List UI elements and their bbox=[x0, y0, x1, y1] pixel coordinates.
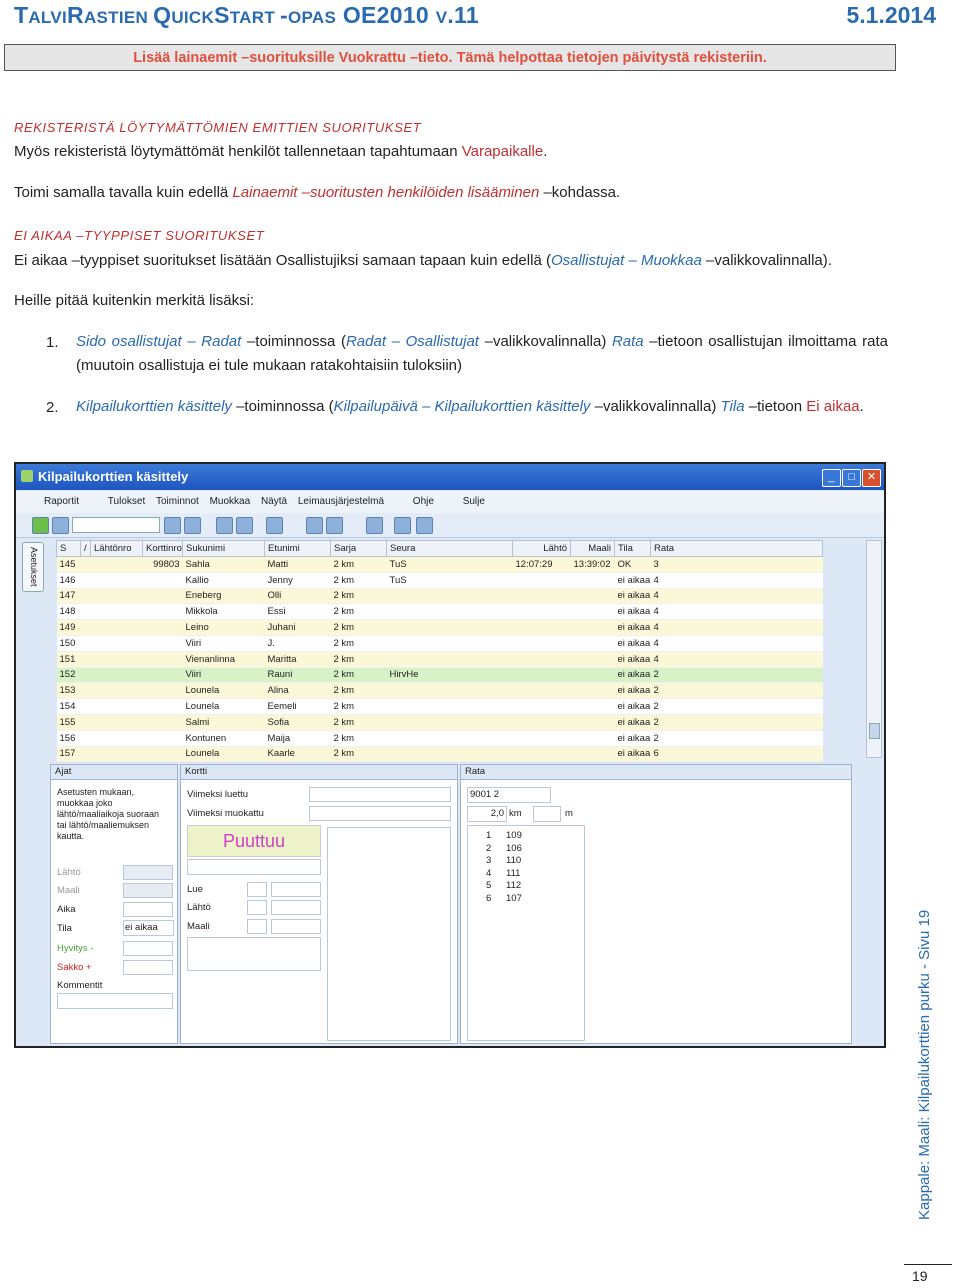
table-cell bbox=[571, 572, 615, 588]
kortti-lahto-field-a[interactable] bbox=[247, 900, 267, 915]
section-heading-unregistered: REKISTERISTÄ LÖYTYMÄTTÖMIEN EMITTIEN SUORITUKSET bbox=[14, 120, 422, 135]
table-cell bbox=[91, 699, 143, 715]
list-item-2: Kilpailukorttien käsittely –toiminnossa (Kilpailupäivä – Kilpailukorttien käsittely –valikkovalinnalla) Tila –tietoon Ei aikaa. bbox=[76, 398, 864, 415]
table-cell: 157 bbox=[57, 746, 81, 762]
table-cell: 2 km bbox=[331, 746, 387, 762]
table-cell: Eemeli bbox=[265, 699, 331, 715]
list-number-1: 1. bbox=[46, 334, 59, 351]
table-cell: 149 bbox=[57, 620, 81, 636]
table-cell: 2 bbox=[651, 730, 823, 746]
table-cell: J. bbox=[265, 635, 331, 651]
binoculars-icon[interactable] bbox=[52, 517, 69, 534]
kortti-maali-field-a[interactable] bbox=[247, 919, 267, 934]
table-cell: ei aikaa bbox=[615, 604, 651, 620]
menu-nayta[interactable]: Näytä bbox=[260, 496, 288, 507]
table-cell: ei aikaa bbox=[615, 746, 651, 762]
kortti-viimeksi-muokattu-label: Viimeksi muokattu bbox=[187, 808, 264, 819]
note-box: Lisää lainaemit –suorituksille Vuokrattu –tieto. Tämä helpottaa tietojen päivitystä rekisteriin. bbox=[4, 44, 896, 71]
table-cell: ei aikaa bbox=[615, 667, 651, 683]
table-cell: ei aikaa bbox=[615, 588, 651, 604]
panel-ajat bbox=[50, 764, 178, 1044]
table-cell: 2 km bbox=[331, 683, 387, 699]
ajat-maali-field[interactable] bbox=[123, 883, 173, 898]
rata-km-label: km bbox=[509, 808, 522, 819]
table-cell: 2 bbox=[651, 667, 823, 683]
table-cell: 145 bbox=[57, 557, 81, 573]
kortti-field-2[interactable] bbox=[187, 937, 321, 971]
maximize-button[interactable]: □ bbox=[842, 469, 861, 487]
ajat-sakko-label: Sakko + bbox=[57, 962, 92, 973]
save-icon[interactable] bbox=[164, 517, 181, 534]
kortti-lahto-label: Lähtö bbox=[187, 902, 211, 913]
table-row[interactable] bbox=[57, 746, 823, 762]
control-order: 3 bbox=[486, 855, 492, 866]
table-cell bbox=[513, 683, 571, 699]
table-cell bbox=[387, 730, 513, 746]
panel-kortti bbox=[180, 764, 458, 1044]
table-cell: Sofia bbox=[265, 714, 331, 730]
toolbar bbox=[16, 513, 884, 538]
table-cell bbox=[571, 604, 615, 620]
ajat-kommentti-label: Kommentit bbox=[57, 980, 103, 991]
table-cell bbox=[387, 746, 513, 762]
table-cell: 6 bbox=[651, 746, 823, 762]
kortti-punch-list[interactable] bbox=[327, 827, 451, 1041]
table-cell: 154 bbox=[57, 699, 81, 715]
table-cell: 12:07:29 bbox=[513, 557, 571, 573]
ajat-tila-label: Tila bbox=[57, 923, 72, 934]
table-row[interactable] bbox=[57, 683, 823, 699]
panel-rata bbox=[460, 764, 852, 1044]
card-icon[interactable] bbox=[216, 517, 233, 534]
ajat-lahto-field[interactable] bbox=[123, 865, 173, 880]
table-cell bbox=[91, 604, 143, 620]
table-cell: 2 km bbox=[331, 620, 387, 636]
app-title: Kilpailukorttien käsittely bbox=[38, 469, 189, 484]
table-cell bbox=[143, 714, 183, 730]
table-cell: 148 bbox=[57, 604, 81, 620]
kortti-lue-label: Lue bbox=[187, 884, 203, 895]
grid-scrollbar[interactable] bbox=[866, 540, 882, 758]
table-cell: 2 km bbox=[331, 730, 387, 746]
ajat-maali-label: Maali bbox=[57, 885, 80, 896]
control-code: 110 bbox=[506, 855, 522, 866]
table-row[interactable] bbox=[57, 588, 823, 604]
table-cell bbox=[143, 667, 183, 683]
menu-bar bbox=[16, 491, 884, 513]
panel-rata-header: Rata bbox=[461, 765, 851, 780]
table-cell bbox=[91, 730, 143, 746]
list-number-2: 2. bbox=[46, 399, 59, 416]
ajat-lahto-label: Lähtö bbox=[57, 867, 81, 878]
grid-header-row bbox=[57, 541, 823, 557]
col-korttinro[interactable]: Korttinro bbox=[143, 541, 183, 557]
table-cell bbox=[387, 683, 513, 699]
table-cell: HirvHe bbox=[387, 667, 513, 683]
table-cell bbox=[143, 699, 183, 715]
table-cell: 2 km bbox=[331, 557, 387, 573]
table-cell: Rauni bbox=[265, 667, 331, 683]
control-code: 107 bbox=[506, 892, 522, 904]
table-cell: 2 km bbox=[331, 651, 387, 667]
table-cell: Viiri bbox=[183, 667, 265, 683]
table-cell: 4 bbox=[651, 604, 823, 620]
table-cell bbox=[387, 699, 513, 715]
table-cell: 4 bbox=[651, 635, 823, 651]
table-cell bbox=[387, 635, 513, 651]
app-icon bbox=[21, 470, 33, 482]
table-cell: ei aikaa bbox=[615, 635, 651, 651]
control-order: 5 bbox=[486, 880, 492, 891]
table-cell bbox=[513, 588, 571, 604]
table-cell bbox=[143, 635, 183, 651]
section-heading-ei-aikaa: EI AIKAA –TYYPPISET SUORITUKSET bbox=[14, 228, 265, 243]
table-cell: 151 bbox=[57, 651, 81, 667]
table-cell bbox=[387, 651, 513, 667]
table-cell bbox=[571, 620, 615, 636]
menu-leimausjarjestelma[interactable]: Leimausjärjestelmä bbox=[297, 496, 385, 507]
paragraph-varapaikka: Myös rekisteristä löytymättömät henkilöt tallennetaan tapahtumaan Varapaikalle. bbox=[14, 143, 548, 160]
list-icon[interactable] bbox=[326, 517, 343, 534]
table-cell bbox=[143, 683, 183, 699]
side-tab-asetukset[interactable]: Asetukset bbox=[22, 542, 44, 592]
table-row[interactable] bbox=[57, 572, 823, 588]
table-cell bbox=[81, 620, 91, 636]
table-cell: Alina bbox=[265, 683, 331, 699]
kortti-field-1[interactable] bbox=[187, 859, 321, 875]
table-cell: ei aikaa bbox=[615, 651, 651, 667]
table-cell: Olli bbox=[265, 588, 331, 604]
control-order: 1 bbox=[486, 830, 492, 841]
table-cell bbox=[81, 651, 91, 667]
table-cell bbox=[91, 572, 143, 588]
table-cell: Jenny bbox=[265, 572, 331, 588]
table-row[interactable] bbox=[57, 667, 823, 683]
table-cell bbox=[513, 572, 571, 588]
results-grid bbox=[56, 540, 822, 762]
ajat-aika-field[interactable] bbox=[123, 902, 173, 917]
table-cell: Lounela bbox=[183, 699, 265, 715]
table-cell: Kaarle bbox=[265, 746, 331, 762]
table-cell: ei aikaa bbox=[615, 572, 651, 588]
col-sarja[interactable]: Sarja bbox=[331, 541, 387, 557]
kortti-viimeksi-muokattu-field[interactable] bbox=[309, 806, 451, 821]
table-row[interactable] bbox=[57, 557, 823, 573]
menu-tulokset[interactable]: Tulokset bbox=[107, 496, 146, 507]
tools-icon[interactable] bbox=[394, 517, 411, 534]
control-row[interactable] bbox=[468, 893, 584, 906]
table-cell bbox=[81, 699, 91, 715]
kortti-lahto-field-b[interactable] bbox=[271, 900, 321, 915]
control-order: 2 bbox=[486, 842, 492, 854]
table-cell bbox=[513, 620, 571, 636]
paragraph-heille: Heille pitää kuitenkin merkitä lisäksi: bbox=[14, 292, 255, 309]
undo-icon[interactable] bbox=[184, 517, 201, 534]
table-cell: ei aikaa bbox=[615, 714, 651, 730]
table-cell: Maritta bbox=[265, 651, 331, 667]
table-cell: Sahla bbox=[183, 557, 265, 573]
rata-length-field[interactable]: 2,0 bbox=[467, 806, 507, 822]
rata-m-label: m bbox=[565, 808, 573, 819]
table-cell: Essi bbox=[265, 604, 331, 620]
control-code: 111 bbox=[506, 867, 521, 879]
table-cell bbox=[513, 746, 571, 762]
col-seura[interactable]: Seura bbox=[387, 541, 513, 557]
table-cell bbox=[143, 620, 183, 636]
kortti-lue-field-b[interactable] bbox=[271, 882, 321, 897]
table-cell: Juhani bbox=[265, 620, 331, 636]
close-button[interactable]: ✕ bbox=[862, 469, 881, 487]
table-cell: 156 bbox=[57, 730, 81, 746]
table-cell bbox=[513, 651, 571, 667]
table-cell: Kontunen bbox=[183, 730, 265, 746]
table-cell: Eneberg bbox=[183, 588, 265, 604]
table-cell: 99803 bbox=[143, 557, 183, 573]
table-cell bbox=[143, 572, 183, 588]
control-row[interactable] bbox=[468, 855, 584, 868]
control-code: 106 bbox=[506, 842, 522, 854]
table-cell: TuS bbox=[387, 557, 513, 573]
col-tila[interactable]: Tila bbox=[615, 541, 651, 557]
table-row[interactable] bbox=[57, 699, 823, 715]
table-cell: 2 bbox=[651, 714, 823, 730]
table-cell: Leino bbox=[183, 620, 265, 636]
col-lahto[interactable]: Lähtö bbox=[513, 541, 571, 557]
control-row[interactable] bbox=[468, 843, 584, 856]
kortti-lue-field-a[interactable] bbox=[247, 882, 267, 897]
table-cell bbox=[571, 683, 615, 699]
table-cell: Mikkola bbox=[183, 604, 265, 620]
table-cell bbox=[571, 667, 615, 683]
control-row[interactable] bbox=[468, 880, 584, 893]
table-cell bbox=[91, 667, 143, 683]
table-cell: Lounela bbox=[183, 746, 265, 762]
table-cell bbox=[81, 730, 91, 746]
table-cell bbox=[81, 746, 91, 762]
table-cell bbox=[91, 683, 143, 699]
table-cell bbox=[387, 588, 513, 604]
table-row[interactable] bbox=[57, 635, 823, 651]
chapter-prefix: Kappale: bbox=[916, 1156, 933, 1220]
table-cell bbox=[91, 714, 143, 730]
table-cell bbox=[571, 651, 615, 667]
table-cell: Lounela bbox=[183, 683, 265, 699]
table-cell: Vienanlinna bbox=[183, 651, 265, 667]
ajat-info: Asetusten mukaan, muokkaa joko lähtö/maaliaikoja suoraan tai lähtö/maaliemuksen kautta. bbox=[57, 787, 160, 841]
rata-m-field[interactable] bbox=[533, 806, 561, 822]
col-sukunimi[interactable]: Sukunimi bbox=[183, 541, 265, 557]
col-slash[interactable]: / bbox=[81, 541, 91, 557]
table-cell: Maija bbox=[265, 730, 331, 746]
control-order: 4 bbox=[486, 867, 492, 879]
table-cell: Salmi bbox=[183, 714, 265, 730]
search-input[interactable] bbox=[72, 517, 160, 533]
sort-icon[interactable] bbox=[306, 517, 323, 534]
table-cell: 2 km bbox=[331, 667, 387, 683]
col-lahtonro[interactable]: Lähtönro bbox=[91, 541, 143, 557]
table-cell: 146 bbox=[57, 572, 81, 588]
document-title: TALVIRASTIEN QUICKSTART -OPAS OE2010 V.11 bbox=[14, 2, 479, 28]
table-cell: 4 bbox=[651, 620, 823, 636]
table-cell bbox=[91, 635, 143, 651]
table-row[interactable] bbox=[57, 714, 823, 730]
table-cell: 2 bbox=[651, 683, 823, 699]
table-cell bbox=[513, 714, 571, 730]
table-cell: 152 bbox=[57, 667, 81, 683]
menu-muokkaa[interactable]: Muokkaa bbox=[209, 496, 251, 507]
kortti-maali-label: Maali bbox=[187, 921, 210, 932]
control-order: 6 bbox=[486, 892, 492, 904]
page-number: 19 bbox=[912, 1268, 928, 1284]
table-cell bbox=[81, 588, 91, 604]
table-cell bbox=[91, 651, 143, 667]
ajat-aika-label: Aika bbox=[57, 904, 76, 915]
table-cell bbox=[143, 651, 183, 667]
table-cell: 2 km bbox=[331, 714, 387, 730]
table-cell: 153 bbox=[57, 683, 81, 699]
ajat-tila-select[interactable]: ei aikaa bbox=[123, 920, 174, 936]
paragraph-lainaemit: Toimi samalla tavalla kuin edellä Lainaemit –suoritusten henkilöiden lisääminen –kohdassa. bbox=[14, 184, 621, 201]
table-cell: 4 bbox=[651, 588, 823, 604]
rata-name-field[interactable]: 9001 2 bbox=[467, 787, 551, 803]
table-row[interactable] bbox=[57, 620, 823, 636]
table-cell bbox=[513, 635, 571, 651]
print-icon[interactable] bbox=[266, 517, 283, 534]
table-cell: TuS bbox=[387, 572, 513, 588]
table-cell bbox=[81, 667, 91, 683]
table-cell bbox=[571, 746, 615, 762]
menu-sulje[interactable]: Sulje bbox=[462, 496, 485, 507]
chapter-label bbox=[916, 910, 933, 1220]
table-cell bbox=[81, 683, 91, 699]
control-row[interactable] bbox=[468, 868, 584, 881]
table-cell: 3 bbox=[651, 557, 823, 573]
table-cell: ei aikaa bbox=[615, 699, 651, 715]
table-cell: 4 bbox=[651, 651, 823, 667]
panel-ajat-header: Ajat bbox=[51, 765, 177, 780]
table-cell bbox=[91, 746, 143, 762]
table-cell bbox=[81, 604, 91, 620]
table-cell: ei aikaa bbox=[615, 620, 651, 636]
table-cell: OK bbox=[615, 557, 651, 573]
table-cell bbox=[143, 746, 183, 762]
table-cell bbox=[513, 730, 571, 746]
table-cell bbox=[513, 699, 571, 715]
table-cell: 2 km bbox=[331, 604, 387, 620]
kortti-viimeksi-luettu-field[interactable] bbox=[309, 787, 451, 802]
menu-toiminnot[interactable]: Toiminnot bbox=[156, 496, 199, 507]
table-cell: ei aikaa bbox=[615, 730, 651, 746]
table-cell: 147 bbox=[57, 588, 81, 604]
table-cell bbox=[81, 714, 91, 730]
table-row[interactable] bbox=[57, 651, 823, 667]
col-rata[interactable]: Rata bbox=[651, 541, 823, 557]
table-cell bbox=[571, 635, 615, 651]
table-cell bbox=[571, 730, 615, 746]
table-cell: 155 bbox=[57, 714, 81, 730]
control-row[interactable] bbox=[468, 830, 584, 843]
table-cell bbox=[387, 604, 513, 620]
kortti-maali-field-b[interactable] bbox=[271, 919, 321, 934]
ajat-sakko-field[interactable] bbox=[123, 960, 173, 975]
table-cell: 2 km bbox=[331, 588, 387, 604]
table-cell: 13:39:02 bbox=[571, 557, 615, 573]
minimize-button[interactable]: _ bbox=[822, 469, 841, 487]
document-date: 5.1.2014 bbox=[846, 2, 936, 28]
table-cell bbox=[81, 557, 91, 573]
table-cell: 2 bbox=[651, 699, 823, 715]
table-cell: 4 bbox=[651, 572, 823, 588]
chapter-text: Maali: Kilpailukorttien purku - Sivu 19 bbox=[916, 909, 933, 1157]
kortti-puuttuu-badge: Puuttuu bbox=[187, 825, 321, 857]
table-cell bbox=[513, 667, 571, 683]
menu-raportit[interactable]: Raportit bbox=[44, 496, 80, 507]
rata-controls-list[interactable] bbox=[467, 825, 585, 1041]
columns-icon[interactable] bbox=[366, 517, 383, 534]
table-cell: 2 km bbox=[331, 635, 387, 651]
table-cell: Kallio bbox=[183, 572, 265, 588]
control-code: 112 bbox=[506, 880, 522, 891]
table-cell: Viiri bbox=[183, 635, 265, 651]
table-cell: ei aikaa bbox=[615, 683, 651, 699]
paragraph-ei-aikaa: Ei aikaa –tyyppiset suoritukset lisätään Osallistujiksi samaan tapaan kuin edellä (Osallistujat – Muokkaa –valikkovalinnalla). bbox=[14, 252, 832, 269]
table-cell bbox=[571, 714, 615, 730]
ajat-hyvitys-field[interactable] bbox=[123, 941, 173, 956]
col-etunimi[interactable]: Etunimi bbox=[265, 541, 331, 557]
ajat-kommentti-field[interactable] bbox=[57, 993, 173, 1009]
app-title-bar bbox=[16, 464, 884, 490]
table-cell bbox=[387, 714, 513, 730]
table-cell bbox=[91, 588, 143, 604]
page-number-divider bbox=[904, 1264, 952, 1265]
table-row[interactable] bbox=[57, 730, 823, 746]
table-cell bbox=[513, 604, 571, 620]
panel-kortti-header: Kortti bbox=[181, 765, 457, 780]
table-cell: Matti bbox=[265, 557, 331, 573]
list-item-1: Sido osallistujat – Radat –toiminnossa (Radat – Osallistujat –valikkovalinnalla) Rata –tietoon osallistujan ilmoittama rata (muutoin osallistuja ei tule mukaan ratakohtaisiin tuloksiin) bbox=[76, 333, 888, 374]
table-cell bbox=[571, 588, 615, 604]
table-cell bbox=[81, 572, 91, 588]
table-cell bbox=[91, 620, 143, 636]
table-cell bbox=[571, 699, 615, 715]
card2-icon[interactable] bbox=[236, 517, 253, 534]
kortti-viimeksi-luettu-label: Viimeksi luettu bbox=[187, 789, 249, 800]
table-cell bbox=[143, 730, 183, 746]
refresh-icon[interactable] bbox=[32, 517, 49, 534]
app-window bbox=[14, 462, 886, 1048]
control-code: 109 bbox=[506, 830, 522, 841]
tools2-icon[interactable] bbox=[416, 517, 433, 534]
table-cell bbox=[81, 635, 91, 651]
table-cell bbox=[143, 588, 183, 604]
table-cell: 2 km bbox=[331, 572, 387, 588]
col-s[interactable]: S bbox=[57, 541, 81, 557]
table-row[interactable] bbox=[57, 604, 823, 620]
table-cell bbox=[91, 557, 143, 573]
ajat-hyvitys-label: Hyvitys - bbox=[57, 943, 94, 954]
table-cell: 2 km bbox=[331, 699, 387, 715]
col-maali[interactable]: Maali bbox=[571, 541, 615, 557]
table-cell bbox=[143, 604, 183, 620]
menu-ohje[interactable]: Ohje bbox=[412, 496, 434, 507]
table-cell: 150 bbox=[57, 635, 81, 651]
table-cell bbox=[387, 620, 513, 636]
